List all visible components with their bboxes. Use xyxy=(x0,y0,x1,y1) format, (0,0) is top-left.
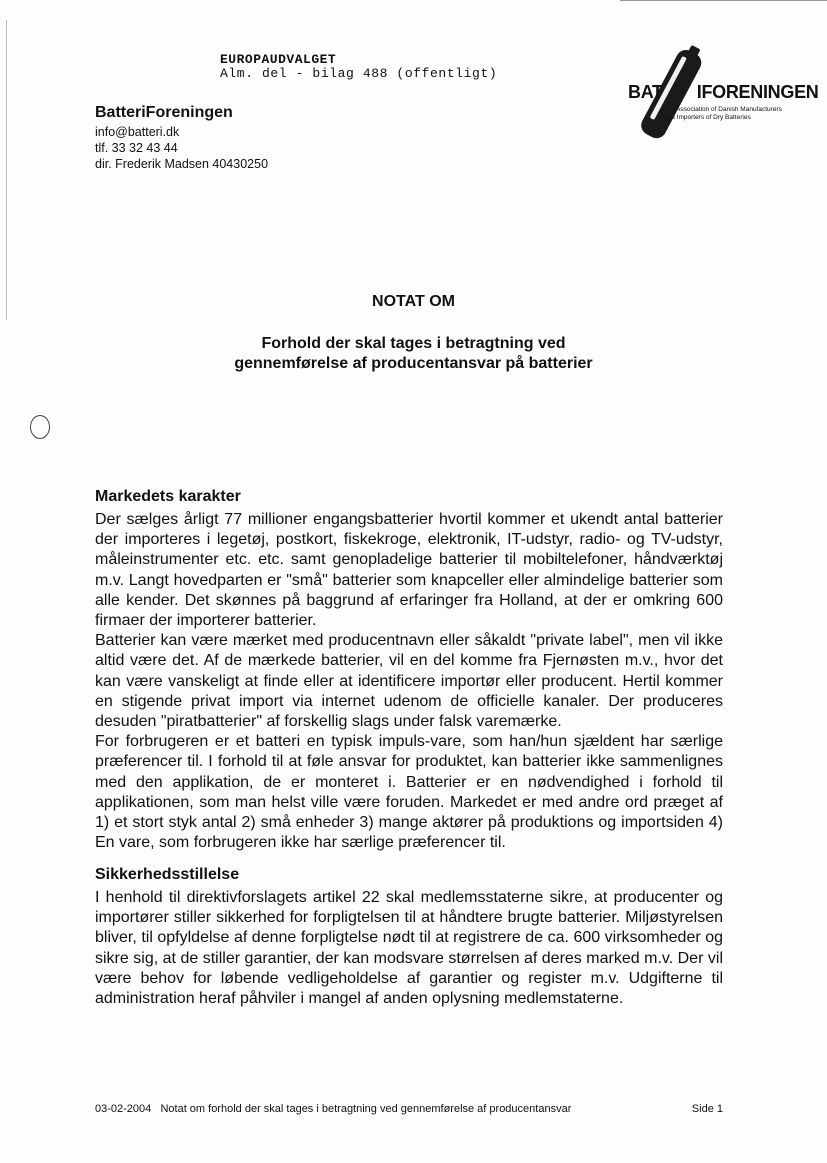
sender-director: dir. Frederik Madsen 40430250 xyxy=(95,157,269,171)
sender-email: info@batteri.dk xyxy=(95,125,180,139)
section-heading-market: Markedets karakter xyxy=(95,488,241,505)
paragraph: Der sælges årligt 77 millioner engangsbatterier hvortil kommer et ukendt antal batterier der importeres i legetøj, postkort, fiskekroge, elektronik, IT-udstyr, radio- og TV-udstyr, måleinstrumenter etc. etc. samt genopladelige batterier til mobiltelefoner, håndværktøj m.v. Langt hovedparten er "små" batterier som knapceller eller almindelige batterier som alle kender. Det skønnes på baggrund af erfaringer fra Holland, at der er omkring 600 firmaer der importerer batterier. xyxy=(95,511,723,630)
section-heading-security: Sikkerhedsstillelse xyxy=(95,866,240,883)
logo-wordmark xyxy=(628,82,818,103)
archive-stamp-line1: EUROPAUDVALGET xyxy=(220,52,337,67)
sender-phone: tlf. 33 32 43 44 xyxy=(95,141,178,155)
archive-stamp-line2: Alm. del - bilag 488 (offentligt) xyxy=(220,66,498,81)
logo-subtitle-line1: Association of Danish Manufacturers xyxy=(676,106,782,113)
footer-date: 03-02-2004 xyxy=(95,1103,152,1115)
footer-title: Notat om forhold der skal tages i betragtning ved gennemførelse af producentansvar xyxy=(160,1103,572,1115)
document-subtitle-line1: Forhold der skal tages i betragtning ved xyxy=(261,335,566,352)
paragraph: Batterier kan være mærket med producentnavn eller såkaldt "private label", men vil ikke altid være det. Af de mærkede batterier, vil en del komme fra Fjernøsten m.v., hvor det kan være vanskeligt at finde eller at identificere importør eller producent. Hertil kommer en stigende privat import via internet udenom de officielle kanaler. Der produceres desuden "piratbatterier" af forskellig slags under falsk varemærke. xyxy=(95,632,723,731)
document-title: NOTAT OM xyxy=(372,293,455,310)
paragraph: I henhold til direktivforslagets artikel 22 skal medlemsstaterne sikre, at producenter og importører stiller sikkerhed for forpligtelsen til at håndtere brugte batterier. Miljøstyrelsen bliver, til opfyldelse af denne forpligtelse nødt til at registrere de ca. 600 virksomheder og sikre sig, at de stiller garantier, der kan modsvare størrelsen af deres marked m.v. Der vil være behov for løbende vedligeholdelse af garantier og register m.v. Udgifterne til administration heraf påhviler i mangel af anden oplysning medlemstaterne. xyxy=(95,889,723,1008)
punch-hole-mark xyxy=(30,415,50,439)
footer-page-number: Side 1 xyxy=(691,1103,723,1115)
footer-left xyxy=(95,1103,571,1115)
logo-wordmark-left: BAT xyxy=(628,82,663,102)
section-body-market xyxy=(95,510,723,853)
page-footer xyxy=(95,1103,725,1115)
scan-top-line xyxy=(620,0,827,1)
scan-left-edge xyxy=(6,20,7,320)
sender-name: BatteriForeningen xyxy=(95,104,233,121)
document-subtitle-line2: gennemførelse af producentansvar på batterier xyxy=(234,355,593,372)
paragraph: For forbrugeren er et batteri en typisk impuls-vare, som han/hun sjældent har særlige præferencer til. I forhold til at føle ansvar for produktet, kan batterier ikke sammenlignes med den applikation, de er monteret i. Batterier er en nødvendighed i forhold til applikationen, som man helst ville være foruden. Markedet er med andre ord præget af 1) et stort styk antal 2) små enheder 3) mange aktører på produktions og importsiden 4) En vare, som forbrugeren ikke har særlige præferencer til. xyxy=(95,733,723,852)
logo-subtitle-line2: and Importers of Dry Batteries xyxy=(664,114,751,121)
logo-wordmark-right: IFORENINGEN xyxy=(696,82,819,102)
section-body-security xyxy=(95,888,723,1009)
